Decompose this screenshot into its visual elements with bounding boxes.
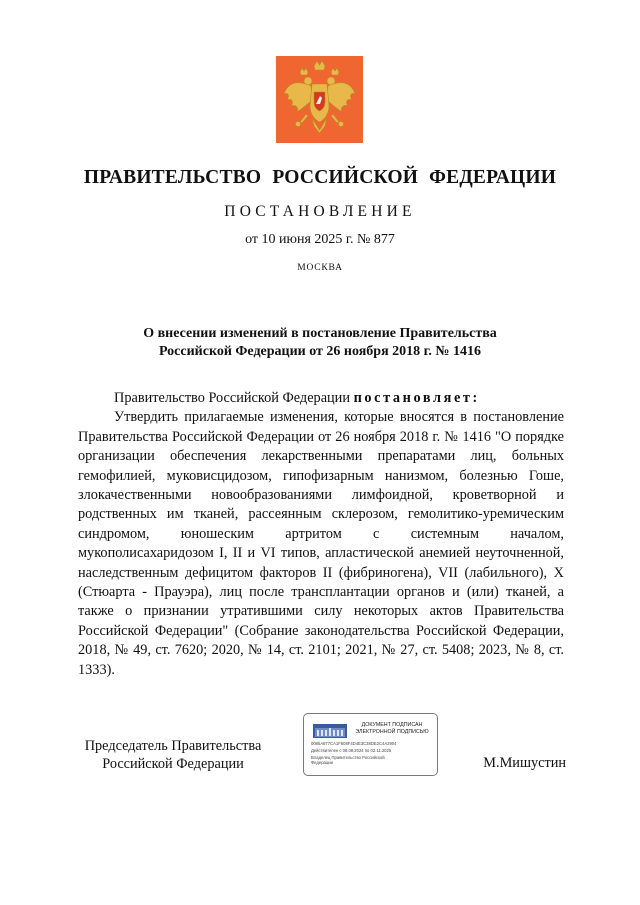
resolves-verb: постановляет: — [353, 390, 480, 406]
document-date-number: от 10 июня 2025 г. № 877 — [245, 232, 395, 247]
certificate-serial: 0085A877CA1F608F4D4E3C38DE2C4A2904 — [311, 741, 397, 746]
signatory-title — [78, 737, 268, 773]
certificate-owner: Владелец Правительство Российской — [311, 755, 385, 760]
resolution-paragraph: Утвердить прилагаемые изменения, которые вносятся в постановление Правительства Российской Федерации от 26 ноября 2018 г. № 1416 "О порядке организации обеспечения лекарственными препаратами лиц, больных гемофилией, муковисцидозом, гипофизарным нанизмом, болезнью Гоше, злокачественными новообразованиями лимфоидной, кроветворной и родственных им тканей, рассеянным склерозом, гемолитико-уремическим синдромом, юношеским артритом с системным началом, мукополисахаридозом I, II и VI типов, апластической анемией неуточненной, наследственным дефицитом факторов II (фибриногена), VII (лабильного), X (Стюарта - Прауэра), лиц после трансплантации органов и (или) тканей, а также о признании утратившими силу некоторых актов Правительства Российской Федерации" (Собрание законодательства Российской Федерации, 2018, № 49, ст. 7620; 2020, № 14, ст. 2101; 2021, № 27, ст. 5408; 2023, № 8, ст. 1333). — [78, 409, 564, 678]
document-body — [78, 389, 564, 680]
resolution-intro — [78, 389, 564, 408]
coat-of-arms-icon — [276, 56, 363, 143]
signatory-title-line: Российской Федерации — [102, 756, 244, 772]
signature-heading-line: ДОКУМЕНТ ПОДПИСАН — [361, 722, 423, 728]
government-building-icon — [313, 722, 347, 738]
subject-line: О внесении изменений в постановление Правительства — [143, 326, 497, 341]
document-subject — [0, 325, 640, 361]
document-type: ПОСТАНОВЛЕНИЕ — [224, 203, 416, 220]
signature-heading-line: ЭЛЕКТРОННОЙ ПОДПИСЬЮ — [355, 728, 429, 735]
government-title: ПРАВИТЕЛЬСТВО РОССИЙСКОЙ ФЕДЕРАЦИИ — [83, 167, 557, 188]
intro-text: Правительство Российской Федерации — [114, 390, 354, 406]
certificate-validity: Действителен с 08.08.2024 по 02.11.2025 — [311, 748, 392, 753]
signature-heading — [350, 722, 434, 735]
certificate-owner: Федерации — [311, 760, 333, 765]
electronic-signature-stamp — [303, 713, 438, 776]
subject-line: Российской Федерации от 26 ноября 2018 г. № 1416 — [158, 344, 482, 359]
signatory-title-line: Председатель Правительства — [84, 738, 262, 754]
signatory-name: М.Мишустин — [483, 755, 566, 771]
document-city: МОСКВА — [297, 263, 343, 273]
